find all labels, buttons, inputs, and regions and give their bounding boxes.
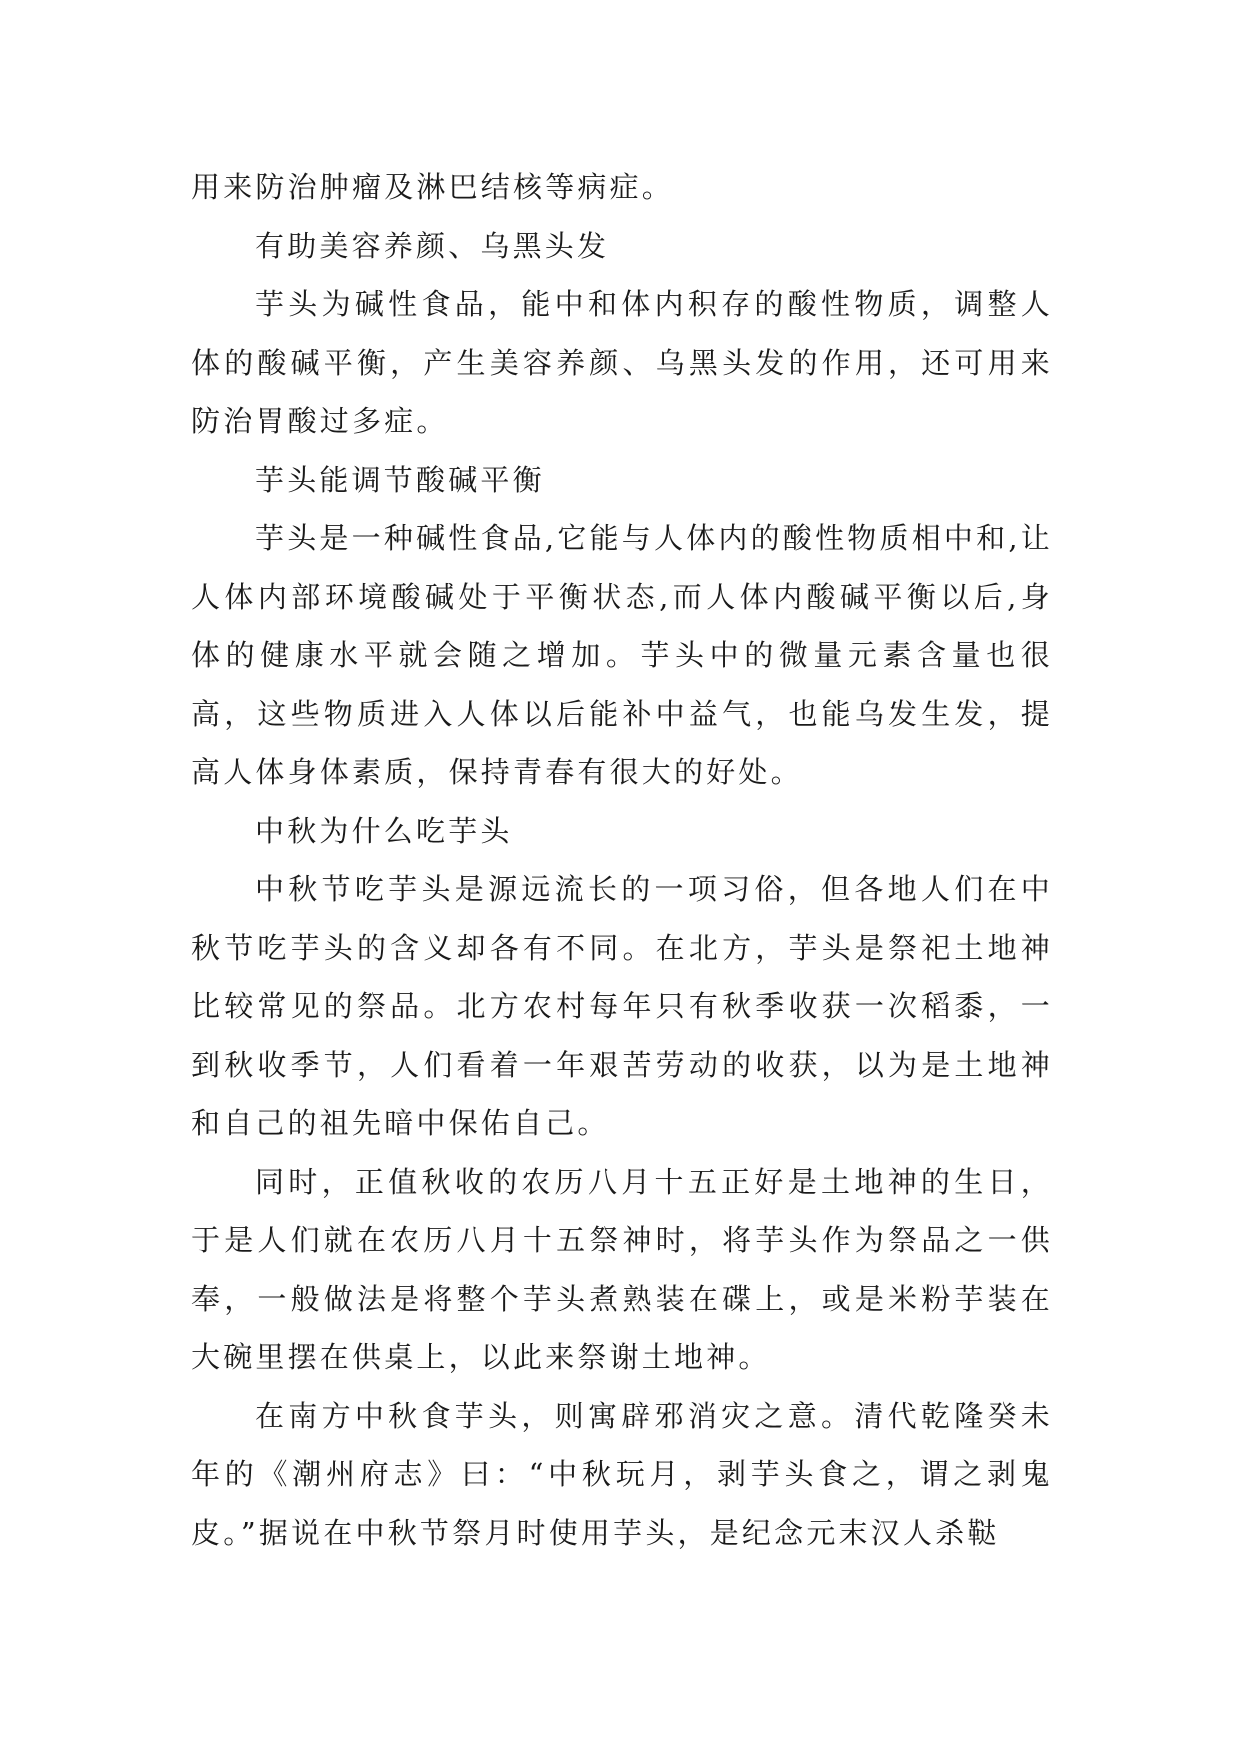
- paragraph-alkaline-food: 芋头为碱性食品，能中和体内积存的酸性物质，调整人体的酸碱平衡，产生美容养颜、乌黑头发的作用，还可用来防治胃酸过多症。: [191, 287, 1053, 438]
- paragraph-land-god-offering: 同时，正值秋收的农历八月十五正好是土地神的生日，于是人们就在农历八月十五祭神时，将芋头作为祭品之一供奉，一般做法是将整个芋头煮熟装在碟上，或是米粉芋装在大碗里摆在供桌上，以此来祭谢土地神。: [191, 1164, 1053, 1374]
- paragraph-south-custom: 在南方中秋食芋头，则寓辟邪消灾之意。清代乾隆癸未年的《潮州府志》曰：“中秋玩月，剥芋头食之，谓之剥鬼皮。”据说在中秋节祭月时使用芋头，是纪念元末汉人杀鞑: [191, 1398, 1053, 1550]
- paragraph-tumor-continuation: 用来防治肿瘤及淋巴结核等病症。: [191, 170, 675, 204]
- heading-acid-base-balance: 芋头能调节酸碱平衡: [255, 462, 545, 497]
- paragraph-acid-base-detail: 芋头是一种碱性食品,它能与人体内的酸性物质相中和,让人体内部环境酸碱处于平衡状态,而人体内酸碱平衡以后,身体的健康水平就会随之增加。芋头中的微量元素含量也很高，这些物质进入人体以后能补中益气，也能乌发生发，提高人体身体素质，保持青春有很大的好处。: [191, 521, 1053, 789]
- heading-mid-autumn-taro: 中秋为什么吃芋头: [255, 813, 513, 848]
- heading-beauty-hair: 有助美容养颜、乌黑头发: [255, 228, 610, 263]
- paragraph-custom-origin: 中秋节吃芋头是源远流长的一项习俗，但各地人们在中秋节吃芋头的含义却各有不同。在北方，芋头是祭祀土地神比较常见的祭品。北方农村每年只有秋季收获一次稻黍，一到秋收季节，人们看着一年艰苦劳动的收获，以为是土地神和自己的祖先暗中保佑自己。: [191, 872, 1053, 1140]
- document-page: [191, 158, 1053, 1562]
